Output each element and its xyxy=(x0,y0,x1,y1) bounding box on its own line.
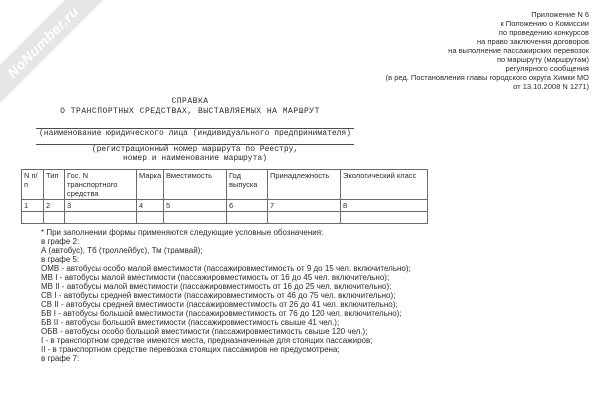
col-number: 1 xyxy=(22,200,44,212)
doc-title-line1: СПРАВКА xyxy=(171,97,209,106)
footnote-line: в графе 7: xyxy=(41,354,80,363)
footnote-line: * При заполнении формы применяются следующие условные обозначения: xyxy=(41,228,324,237)
table-header-row xyxy=(22,170,428,200)
header-note-line: регулярного сообщения xyxy=(505,64,589,73)
col-number: 2 xyxy=(44,200,65,212)
header-note-line: по проведению конкурсов xyxy=(498,28,589,37)
col-number: 8 xyxy=(341,200,428,212)
header-note-line: к Положению о Комиссии xyxy=(500,19,589,28)
empty-cell xyxy=(22,212,44,224)
empty-cell xyxy=(164,212,227,224)
footnote-line: СВ I - автобусы средней вместимости (пассажировместимость от 46 до 75 чел. включительно); xyxy=(41,291,396,300)
footnote-line: МВ I - автобусы малой вместимости (пассажировместимость от 16 до 45 чел. включительно); xyxy=(41,273,390,282)
footnote-line: А (автобус), Тб (троллейбус), Тм (трамвай); xyxy=(41,246,203,255)
footnotes xyxy=(41,228,581,363)
footnote-line: БВ II - автобусы большой вместимости (пассажировместимость свыше 41 чел.); xyxy=(41,318,340,327)
footnote-line: в графе 5: xyxy=(41,255,80,264)
col-header-npp: N п/п xyxy=(22,170,44,200)
empty-cell xyxy=(341,212,428,224)
col-header-gosnumber: Гос. N транспортного средства xyxy=(65,170,137,200)
signature-caption: номер и наименование маршрута) xyxy=(122,153,268,163)
col-header-ownership: Принадлежность xyxy=(268,170,341,200)
col-header-capacity: Вместимость xyxy=(164,170,227,200)
header-note-line: (в ред. Постановления главы городского округа Химки МО xyxy=(385,73,589,82)
header-note-line: по маршруту (маршрутам) xyxy=(496,55,589,64)
header-note-line: от 13.10.2008 N 1271) xyxy=(513,82,589,91)
col-header-brand: Марка xyxy=(137,170,164,200)
footnote-line: МВ II - автобусы малой вместимости (пассажировместимость от 16 до 25 чел. включительно); xyxy=(41,282,392,291)
signature-caption: (регистрационный номер маршрута по Реестру, xyxy=(91,145,299,154)
col-number: 5 xyxy=(164,200,227,212)
col-number: 3 xyxy=(65,200,137,212)
signature-field-route xyxy=(30,144,360,163)
empty-cell xyxy=(268,212,341,224)
footnote-line: СВ II - автобусы средней вместимости (пассажировместимость от 26 до 41 чел. включительно); xyxy=(41,300,398,309)
col-header-type: Тип xyxy=(44,170,65,200)
empty-cell xyxy=(227,212,268,224)
header-note-line: Приложение N 6 xyxy=(531,10,589,19)
col-header-year: Год выпуска xyxy=(227,170,268,200)
signature-caption: (наименование юридического лица (индивидуального предпринимателя) xyxy=(38,129,352,138)
col-header-ecoclass: Экологический класс xyxy=(341,170,428,200)
col-number: 4 xyxy=(137,200,164,212)
header-note-line: на выполнение пассажирских перевозок xyxy=(448,46,589,55)
footnote-line: ОБВ - автобусы особо большой вместимости (пассажировместимость свыше 120 чел.); xyxy=(41,327,368,336)
table-empty-row xyxy=(22,212,428,224)
footnote-line: в графе 2: xyxy=(41,237,80,246)
empty-cell xyxy=(137,212,164,224)
footnote-line: II - в транспортном средстве перевозка стоящих пассажиров не предусмотрена; xyxy=(41,345,340,354)
footnote-line: БВ I - автобусы большой вместимости (пассажировместимость от 76 до 120 чел. включительно); xyxy=(41,309,402,318)
empty-cell xyxy=(65,212,137,224)
signature-field-company xyxy=(30,128,360,139)
col-number: 7 xyxy=(268,200,341,212)
doc-title xyxy=(30,97,350,117)
doc-title-line2: О ТРАНСПОРТНЫХ СРЕДСТВАХ, ВЫСТАВЛЯЕМЫХ НА МАРШРУТ xyxy=(60,107,320,116)
header-note xyxy=(386,10,589,91)
vehicles-table xyxy=(21,169,428,224)
col-number: 6 xyxy=(227,200,268,212)
empty-cell xyxy=(44,212,65,224)
table-number-row xyxy=(22,200,428,212)
header-note-line: на право заключения договоров xyxy=(476,37,589,46)
footnote-line: I - в транспортном средстве имеются места, предназначенные для стоящих пассажиров; xyxy=(41,336,373,345)
watermark-band xyxy=(0,0,114,113)
footnote-line: ОМВ - автобусы особо малой вместимости (пассажировместимость от 9 до 15 чел. включительно); xyxy=(41,264,411,273)
watermark-text: NoNumber.ru xyxy=(3,2,82,81)
